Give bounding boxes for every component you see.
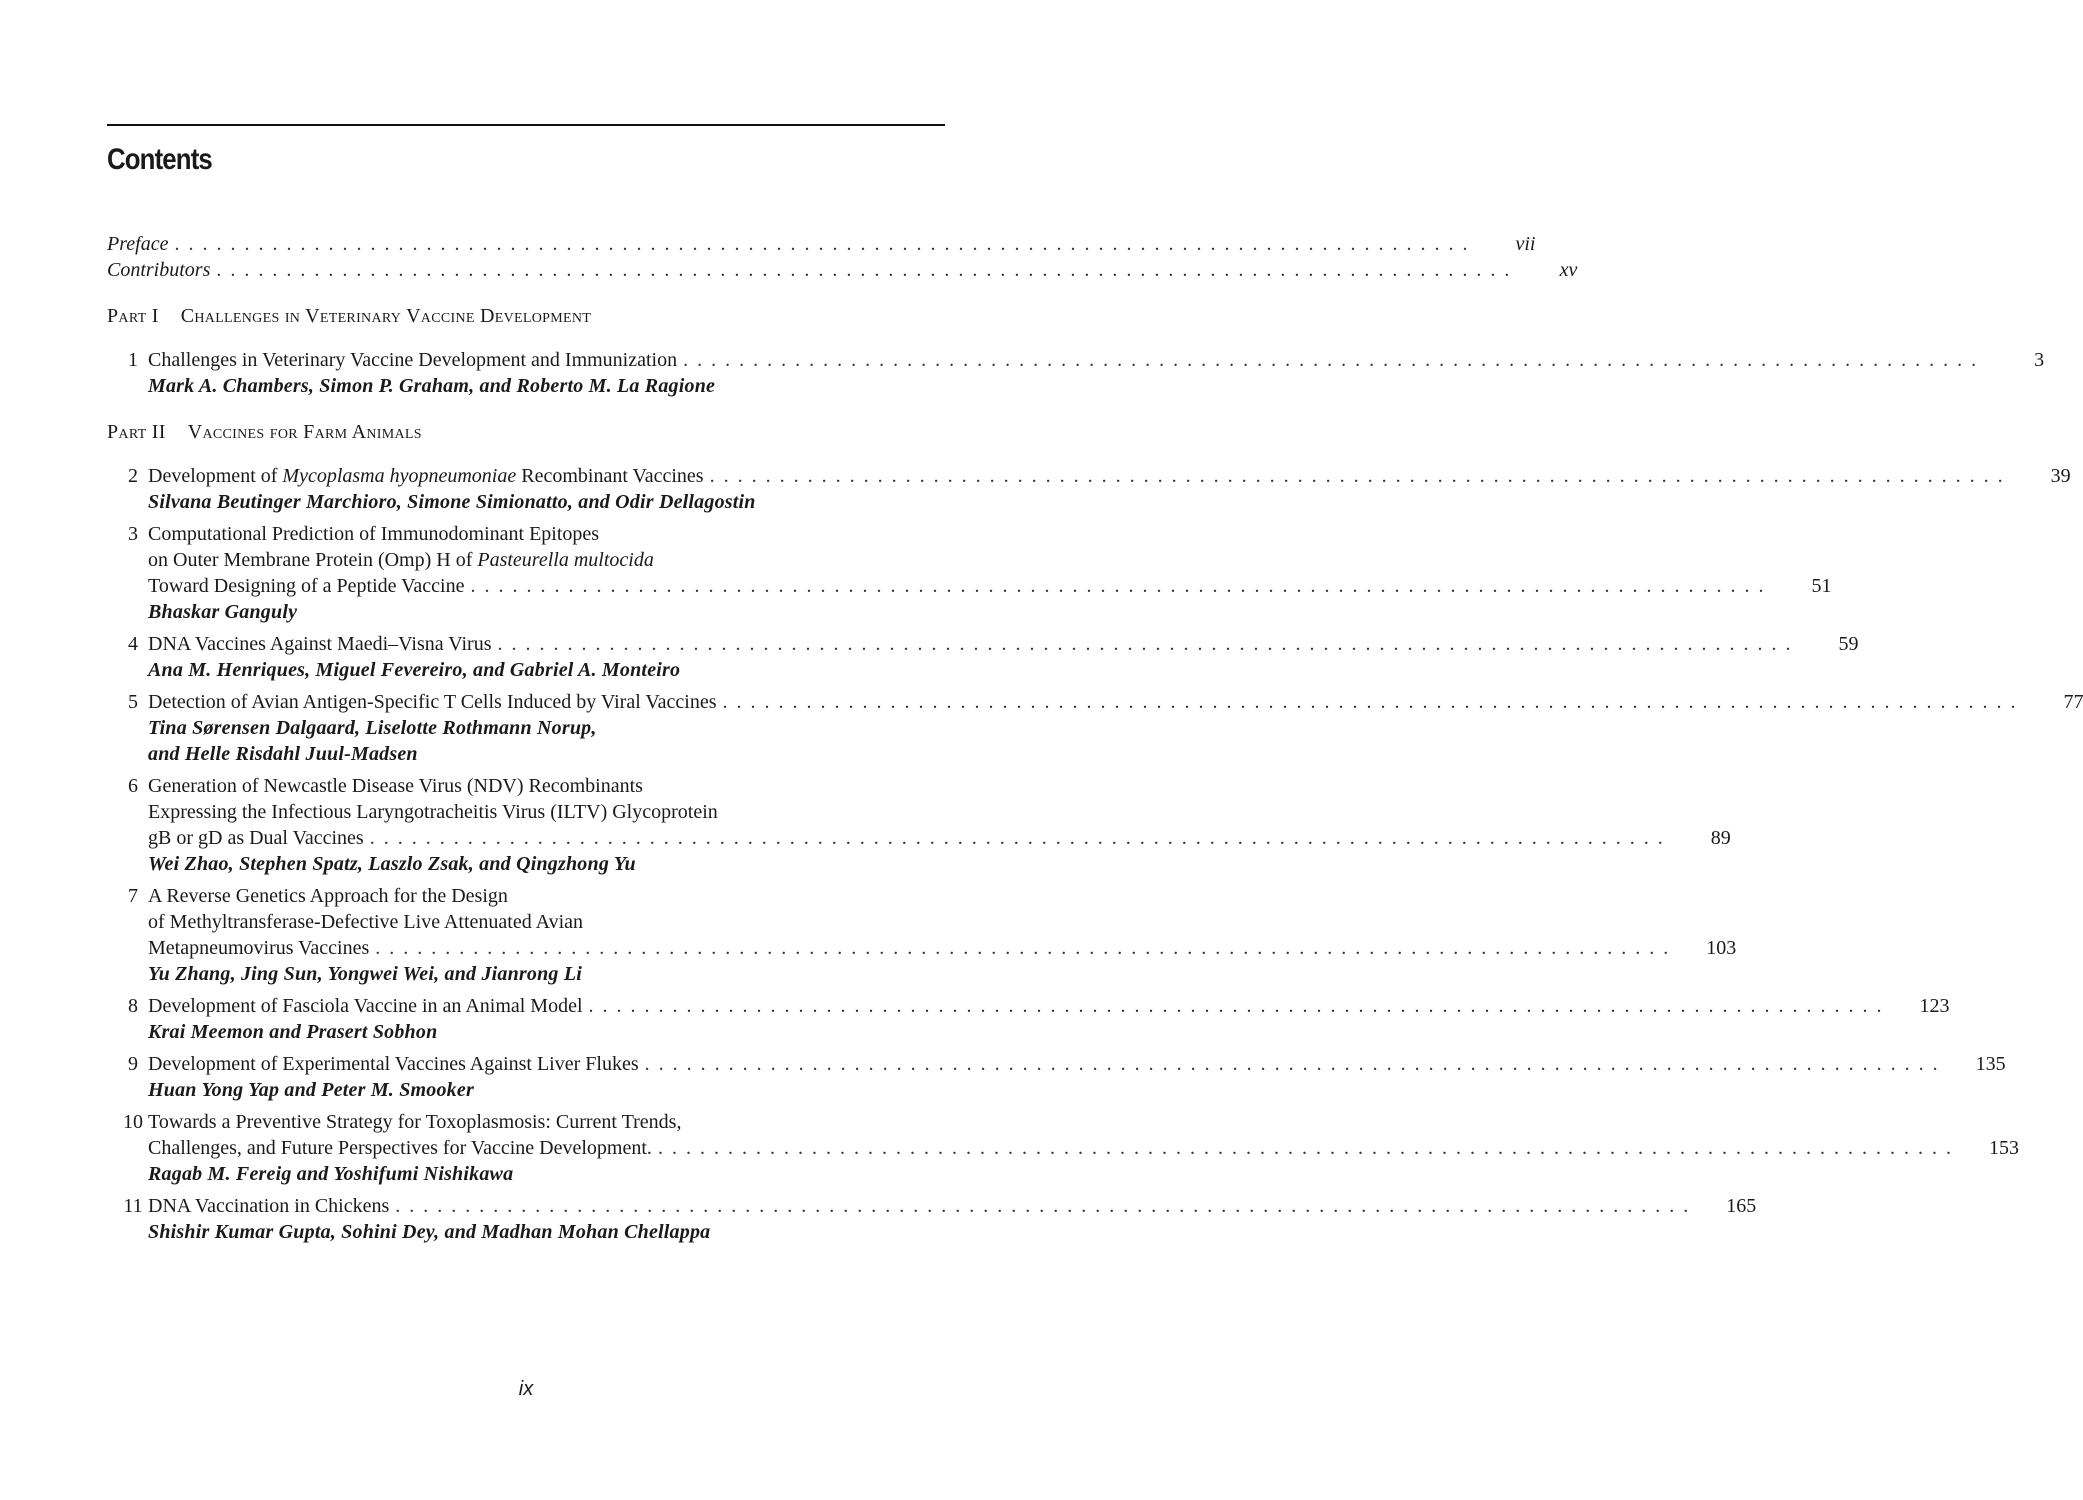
chapter-body bbox=[148, 1109, 2019, 1187]
chapter-title-line bbox=[148, 1135, 2019, 1161]
chapter-number bbox=[107, 631, 148, 657]
chapter-number-text: 10 bbox=[123, 1111, 143, 1133]
dot-leader bbox=[677, 347, 1978, 373]
chapter-title-text: Metapneumovirus Vaccines bbox=[148, 937, 370, 959]
chapter-number bbox=[107, 521, 148, 547]
chapter-authors: Huan Yong Yap and Peter M. Smooker bbox=[148, 1079, 474, 1101]
chapter-number-text: 5 bbox=[128, 691, 138, 713]
chapter-title-text: gB or gD as Dual Vaccines bbox=[148, 827, 364, 849]
chapter-entry[interactable] bbox=[107, 631, 1859, 683]
chapter-title-text: Challenges, and Future Perspectives for Vaccine Development. bbox=[148, 1137, 652, 1159]
chapter-title-line bbox=[148, 547, 1831, 573]
chapter-authors: Shishir Kumar Gupta, Sohini Dey, and Madhan Mohan Chellappa bbox=[148, 1221, 711, 1243]
dot-leader bbox=[369, 935, 1670, 961]
chapter-number bbox=[107, 1109, 148, 1135]
chapter-entry[interactable] bbox=[107, 463, 2071, 515]
chapter-entry[interactable] bbox=[107, 1109, 2019, 1187]
chapter-authors: Ragab M. Fereig and Yoshifumi Nishikawa bbox=[148, 1163, 514, 1185]
chapter-title-line bbox=[148, 521, 1831, 547]
dot-leader bbox=[652, 1135, 1953, 1161]
chapter-page: 135 bbox=[1975, 1053, 2006, 1075]
chapter-title-line bbox=[148, 463, 2071, 489]
chapter-title-text: Challenges in Veterinary Vaccine Development and Immunization bbox=[148, 349, 678, 371]
front-matter-page: vii bbox=[1515, 233, 1536, 255]
chapter-authors: Tina Sørensen Dalgaard, Liselotte Rothmann Norup, bbox=[148, 717, 597, 739]
chapter-title-line bbox=[148, 909, 1736, 935]
chapter-title-line bbox=[148, 631, 1859, 657]
chapter-number-text: 1 bbox=[128, 349, 138, 371]
chapter-entry[interactable] bbox=[107, 1051, 2006, 1103]
chapter-number bbox=[107, 347, 148, 373]
chapter-title-text: Development of Fasciola Vaccine in an Animal Model bbox=[148, 995, 583, 1017]
dot-leader bbox=[704, 463, 2005, 489]
front-matter-label: Preface bbox=[107, 233, 169, 255]
chapter-title-text: DNA Vaccination in Chickens bbox=[148, 1195, 390, 1217]
chapter-title-text: Computational Prediction of Immunodominant Epitopes bbox=[148, 523, 600, 545]
chapter-title-line bbox=[148, 689, 2083, 715]
dot-leader bbox=[492, 631, 1793, 657]
chapter-title-text bbox=[148, 549, 654, 571]
chapter-number bbox=[107, 689, 148, 715]
chapter-title-line bbox=[148, 1193, 1756, 1219]
chapter-title-text: Generation of Newcastle Disease Virus (NDV) Recombinants bbox=[148, 775, 643, 797]
chapter-body bbox=[148, 347, 2044, 399]
part-title: Vaccines for Farm Animals bbox=[187, 421, 422, 443]
chapter-number bbox=[107, 1051, 148, 1077]
chapter-body bbox=[148, 521, 1831, 625]
part-label: Part II bbox=[107, 421, 166, 443]
chapter-title-segment: Development of bbox=[148, 465, 283, 487]
page-number: ix bbox=[518, 1378, 534, 1400]
chapter-number-text: 9 bbox=[128, 1053, 138, 1075]
chapter-page: 59 bbox=[1838, 633, 1859, 655]
chapter-title-text: Toward Designing of a Peptide Vaccine bbox=[148, 575, 465, 597]
dot-leader bbox=[583, 993, 1884, 1019]
chapter-authors: and Helle Risdahl Juul-Madsen bbox=[148, 743, 418, 765]
chapter-number-text: 8 bbox=[128, 995, 138, 1017]
chapter-title-text: Towards a Preventive Strategy for Toxoplasmosis: Current Trends, bbox=[148, 1111, 682, 1133]
chapter-authors: Wei Zhao, Stephen Spatz, Laszlo Zsak, and Qingzhong Yu bbox=[148, 853, 636, 875]
chapter-entry[interactable] bbox=[107, 521, 1832, 625]
chapter-entry[interactable] bbox=[107, 689, 2083, 767]
chapter-title-text: A Reverse Genetics Approach for the Design bbox=[148, 885, 508, 907]
chapter-body bbox=[148, 631, 1859, 683]
chapter-page: 165 bbox=[1726, 1195, 1757, 1217]
chapter-number-text: 7 bbox=[128, 885, 138, 907]
dot-leader bbox=[210, 257, 1511, 283]
chapter-body bbox=[148, 463, 2071, 515]
chapter-title-text: Detection of Avian Antigen-Specific T Cells Induced by Viral Vaccines bbox=[148, 691, 717, 713]
chapter-page: 89 bbox=[1710, 827, 1731, 849]
chapter-title-italic: Mycoplasma hyopneumoniae bbox=[282, 465, 517, 487]
dot-leader bbox=[389, 1193, 1690, 1219]
chapter-authors: Yu Zhang, Jing Sun, Yongwei Wei, and Jianrong Li bbox=[148, 963, 583, 985]
chapter-body bbox=[148, 883, 1736, 987]
chapter-title-line bbox=[148, 347, 2044, 373]
chapter-number bbox=[107, 463, 148, 489]
chapter-title-text: of Methyltransferase-Defective Live Attenuated Avian bbox=[148, 911, 584, 933]
dot-leader bbox=[364, 825, 1665, 851]
front-matter-page: xv bbox=[1559, 259, 1578, 281]
front-matter-entry[interactable] bbox=[107, 257, 1578, 283]
chapter-page: 153 bbox=[1988, 1137, 2019, 1159]
chapter-page: 3 bbox=[2034, 349, 2045, 371]
chapter-page: 103 bbox=[1706, 937, 1737, 959]
chapter-body bbox=[148, 1051, 2006, 1103]
chapter-title-line bbox=[148, 573, 1831, 599]
chapter-page: 51 bbox=[1811, 575, 1832, 597]
chapter-entry[interactable] bbox=[107, 773, 1731, 877]
chapter-number-text: 4 bbox=[128, 633, 138, 655]
chapter-authors: Bhaskar Ganguly bbox=[148, 601, 298, 623]
chapter-title-line bbox=[148, 993, 1950, 1019]
front-matter-label: Contributors bbox=[107, 259, 211, 281]
chapter-body bbox=[148, 773, 1731, 877]
chapter-body bbox=[148, 1193, 1756, 1245]
dot-leader bbox=[716, 689, 2017, 715]
chapter-page: 77 bbox=[2063, 691, 2083, 713]
chapter-number bbox=[107, 993, 148, 1019]
part-label: Part I bbox=[107, 305, 159, 327]
chapter-number-text: 2 bbox=[128, 465, 138, 487]
front-matter-entry[interactable] bbox=[107, 231, 1536, 257]
chapter-number-text: 3 bbox=[128, 523, 138, 545]
chapter-body bbox=[148, 689, 2083, 767]
chapter-authors: Mark A. Chambers, Simon P. Graham, and Roberto M. La Ragione bbox=[148, 375, 716, 397]
chapter-entry[interactable] bbox=[107, 347, 2045, 399]
chapter-authors: Silvana Beutinger Marchioro, Simone Simionatto, and Odir Dellagostin bbox=[148, 491, 756, 513]
chapter-title-line bbox=[148, 799, 1731, 825]
chapter-title-line bbox=[148, 825, 1731, 851]
chapter-title-text: Development of Experimental Vaccines Against Liver Flukes bbox=[148, 1053, 639, 1075]
chapter-page: 123 bbox=[1919, 995, 1950, 1017]
chapter-page: 39 bbox=[2050, 465, 2071, 487]
table-of-contents bbox=[107, 231, 2083, 1251]
chapter-number bbox=[107, 773, 148, 799]
chapter-title-segment: Recombinant Vaccines bbox=[516, 465, 704, 487]
chapter-entry[interactable] bbox=[107, 993, 1950, 1045]
part-title: Challenges in Veterinary Vaccine Development bbox=[180, 305, 592, 327]
chapter-number bbox=[107, 1193, 148, 1219]
part-heading bbox=[107, 419, 945, 445]
chapter-title-line bbox=[148, 1051, 2006, 1077]
chapter-authors: Ana M. Henriques, Miguel Fevereiro, and Gabriel A. Monteiro bbox=[148, 659, 681, 681]
chapter-title-line bbox=[148, 1109, 2019, 1135]
chapter-title-segment: on Outer Membrane Protein (Omp) H of bbox=[148, 549, 478, 571]
front-matter bbox=[107, 231, 1578, 283]
chapter-title-text bbox=[148, 463, 704, 489]
chapter-authors: Krai Meemon and Prasert Sobhon bbox=[148, 1021, 438, 1043]
chapter-entry[interactable] bbox=[107, 1193, 1757, 1245]
chapter-title-line bbox=[148, 773, 1731, 799]
chapter-title-text: Expressing the Infectious Laryngotracheitis Virus (ILTV) Glycoprotein bbox=[148, 801, 718, 823]
top-rule bbox=[107, 124, 945, 126]
chapter-entry[interactable] bbox=[107, 883, 1737, 987]
chapter-title-line bbox=[148, 883, 1736, 909]
chapter-number-text: 11 bbox=[123, 1195, 143, 1217]
chapter-number-text: 6 bbox=[128, 775, 138, 797]
chapter-title-text: DNA Vaccines Against Maedi–Visna Virus bbox=[148, 633, 492, 655]
chapter-title-italic: Pasteurella multocida bbox=[477, 549, 654, 571]
dot-leader bbox=[639, 1051, 1940, 1077]
dot-leader bbox=[168, 231, 1469, 257]
chapter-number bbox=[107, 883, 148, 909]
chapter-body bbox=[148, 993, 1950, 1045]
page-title: Contents bbox=[107, 143, 212, 176]
part-heading bbox=[107, 303, 945, 329]
dot-leader bbox=[464, 573, 1765, 599]
chapter-title-line bbox=[148, 935, 1736, 961]
